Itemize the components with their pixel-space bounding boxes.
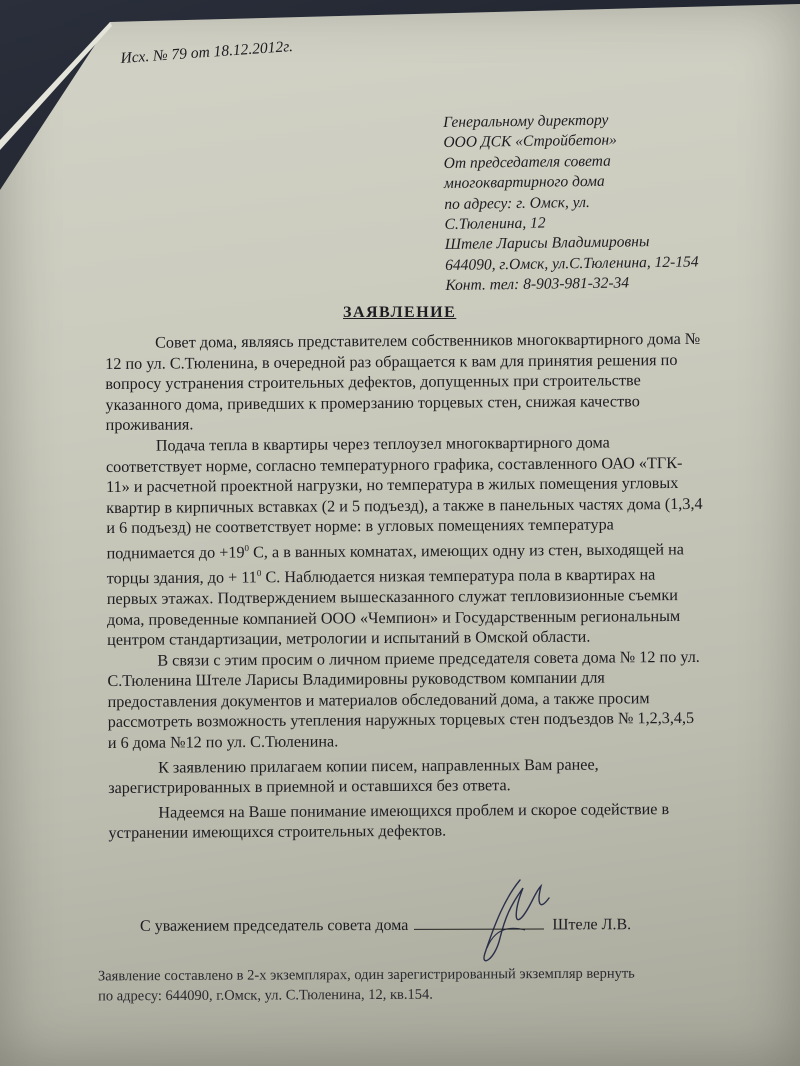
text-line: зарегистрированных в приемной и оставшихся без ответа. [108, 776, 511, 798]
temp-text: поднимается до +19 [106, 543, 245, 563]
temp-text: С. Наблюдается низкая температура пола в квартирах на [261, 565, 656, 587]
footer-line: по адресу: 644090, г.Омск, ул. С.Тюленина, 12, кв.154. [98, 986, 433, 1005]
text-line: и 6 подъезд) не соответствует норме: в угловых помещениях температура [106, 515, 614, 538]
addressee-block [443, 109, 699, 296]
addressee-line: многоквартирного дома [443, 172, 605, 193]
text-line: Совет дома, являясь представителем собственников многоквартирного дома № [155, 329, 701, 352]
paragraph-4 [108, 753, 763, 799]
text-line: Подача тепла в квартиры через теплоузел многоквартирного дома [155, 433, 610, 455]
text-line: центром стандартизации, метрологии и испытаний в Омской области. [107, 627, 591, 650]
addressee-line: Конт. тел: 8-903-981-32-34 [445, 274, 630, 295]
addressee-line: по адресу: г. Омск, ул. [444, 193, 590, 213]
signer-name: Штеле Л.В. [552, 916, 632, 934]
addressee-line: Штеле Ларисы Владимировны [444, 233, 650, 254]
temp-text: С, а в ванных комнатах, имеющих одну из стен, выходящей на [248, 540, 684, 562]
text-line: указанного дома, приведших к промерзанию торцевых стен, снижая качество [105, 392, 640, 414]
outgoing-reference: Исх. № 79 от 18.12.2012г. [120, 37, 294, 67]
text-line: рассмотреть возможность утепления наружных торцевых стен подъездов № 1,2,3,4,5 [107, 709, 695, 732]
text-line: предоставления документов и материалов обследований дома, а также просим [107, 689, 650, 711]
addressee-line: ООО ДСК «Стройбетон» [443, 131, 617, 152]
text-line: дома, проведенные компанией ООО «Чемпион» и Государственным региональным [106, 606, 681, 629]
degree-sup: 0 [256, 567, 262, 578]
signature-line [140, 914, 631, 936]
paragraph-2 [106, 431, 762, 650]
text-line: и 6 дома №12 по ул. С.Тюленина. [107, 732, 339, 753]
text-line: К заявлению прилагаем копии писем, направленных Вам ранее, [157, 755, 599, 777]
paragraph-3 [107, 646, 763, 754]
document-body [105, 328, 764, 844]
addressee-line: От председателя совета [443, 152, 611, 172]
text-line: устранении имеющихся строительных дефектов. [108, 822, 447, 843]
text-line: квартир в кирпичных вставках (2 и 5 подъезд), а также в панельных частях дома (1,3,4 [106, 494, 703, 517]
text-line: соответствует норме, согласно температурного графика, составленного ОАО «ТГК- [105, 453, 683, 476]
degree-sup: 0 [244, 542, 250, 553]
text-line: проживания. [105, 415, 194, 435]
sign-prefix: С уважением председатель совета дома [139, 916, 409, 935]
paragraph-1 [105, 328, 761, 436]
footer-line: Заявление составлено в 2-х экземплярах, один зарегистрированный экземпляр вернуть [97, 965, 635, 985]
temp-text: торцы здания, до + 11 [106, 568, 257, 588]
footer-note [98, 964, 635, 1007]
addressee-line: Генеральному директору [443, 111, 609, 131]
addressee-line: С.Тюленина, 12 [444, 214, 546, 234]
document-title: ЗАЯВЛЕНИЕ [343, 304, 457, 321]
text-line-temperature [106, 534, 761, 564]
text-line: Надеемся на Ваше понимание имеющихся проблем и скорое содействие в [158, 799, 670, 822]
text-line: вопросу устранения строительных дефектов, допущенных при строительстве [105, 371, 641, 394]
text-line: В связи с этим просим о личном приеме председателя совета дома № 12 по ул. [157, 647, 700, 670]
text-line: 12 по ул. С.Тюленина, в очередной раз обращается к вам для принятия решения по [105, 350, 678, 373]
text-line: 11» и расчетной проектной нагрузки, но температура в жилых помещения угловых [106, 474, 679, 497]
sign-blank [414, 914, 544, 929]
text-line: первых этажах. Подтверждением вышесказанного служат тепловизионные съемки [106, 585, 678, 608]
paragraph-5 [108, 798, 763, 844]
addressee-line: 644090, г.Омск, ул.С.Тюленина, 12-154 [445, 253, 699, 274]
text-line: С.Тюленина Штеле Ларисы Владимировны руководством компании для [107, 668, 605, 691]
